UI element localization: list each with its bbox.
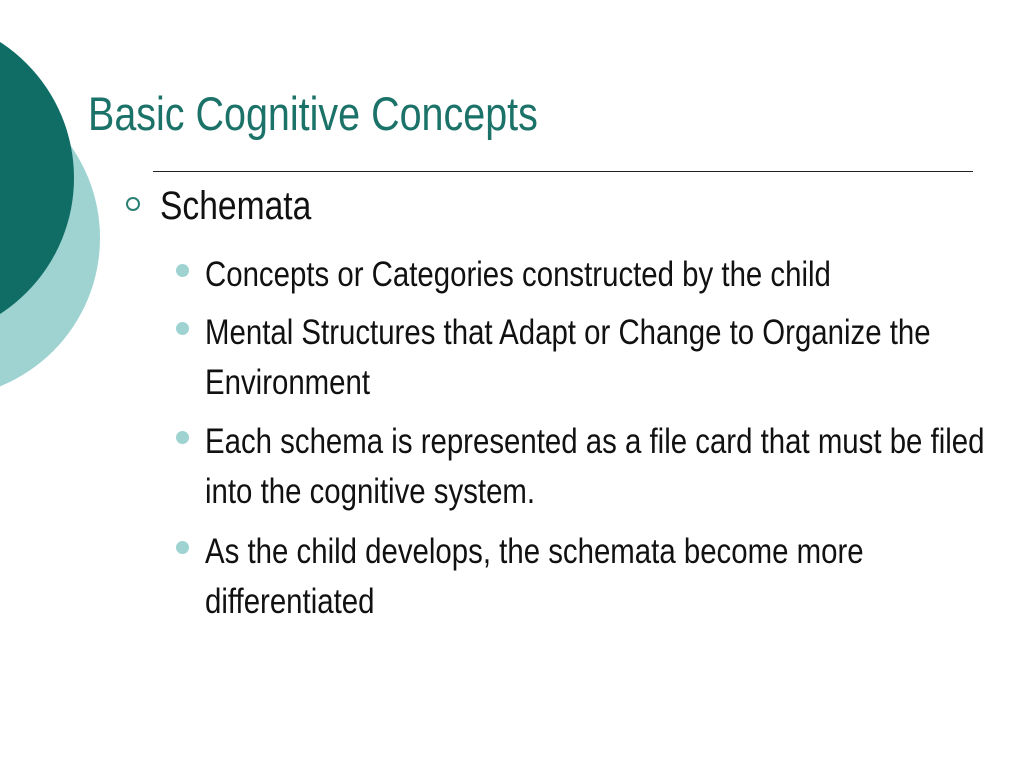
- hollow-circle-bullet-icon: [126, 197, 140, 211]
- slide-title: Basic Cognitive Concepts: [88, 87, 538, 140]
- title-divider: [153, 171, 973, 172]
- dot-bullet-icon: [176, 541, 189, 554]
- bullet-heading: Schemata: [160, 184, 312, 228]
- sub-bullet-text: Mental Structures that Adapt or Change to Organize the Environment: [205, 313, 931, 402]
- sub-bullet-text: Concepts or Categories constructed by the child: [205, 255, 831, 294]
- sub-bullet-text: As the child develops, the schemata become more differentiated: [205, 532, 864, 621]
- dot-bullet-icon: [176, 322, 189, 335]
- dot-bullet-icon: [176, 264, 189, 277]
- sub-bullet-text: Each schema is represented as a file card that must be filed into the cognitive system.: [205, 422, 985, 511]
- dot-bullet-icon: [176, 431, 189, 444]
